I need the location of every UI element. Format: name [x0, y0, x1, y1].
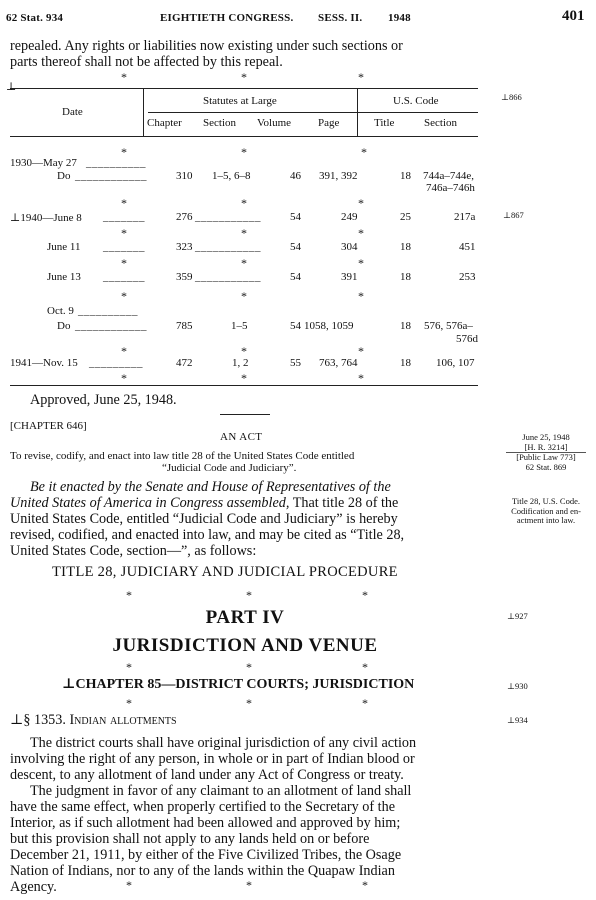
intro-line-1: repealed. Any rights or liabilities now existing under such sections or [10, 38, 403, 54]
table-cell: 304 [341, 241, 358, 253]
table-cell: 785 [176, 320, 193, 332]
table-cell: 18 [400, 241, 411, 253]
table-cell: 1058, 1059 [304, 320, 354, 332]
table-top-rule [10, 88, 478, 89]
table-cell: ⊥1940—June 8 [10, 212, 82, 224]
table-cell: 46 [290, 170, 301, 182]
table-cell: 1, 2 [232, 357, 249, 369]
table-mid-rule [148, 112, 478, 113]
table-cell: 18 [400, 357, 411, 369]
section-heading: ⊥§ 1353. Indian allotments [10, 712, 177, 728]
table-cell: 18 [400, 320, 411, 332]
table-cell: 763, 764 [319, 357, 358, 369]
table-cell: 54 [290, 241, 301, 253]
table-vrule-2 [357, 88, 358, 136]
table-cell: 391 [341, 271, 358, 283]
table-cell: June 13 [47, 271, 81, 283]
margin-enactment-info: June 25, 1948 [H. R. 3214] [Public Law 773] 62 Stat. 869 [496, 433, 596, 472]
header-congress: EIGHTIETH CONGRESS. [160, 12, 294, 24]
table-cell: 1941—Nov. 15 [10, 357, 78, 369]
page-number: 401 [562, 8, 585, 24]
margin-ref-866: ⊥866 [501, 92, 522, 102]
margin-ref-927: ⊥927 [507, 611, 528, 621]
title-28-heading: TITLE 28, JUDICIARY AND JUDICIAL PROCEDURE [52, 564, 398, 580]
table-cell: 25 [400, 211, 411, 223]
table-cell: 249 [341, 211, 358, 223]
enacting-line-2: United States of America in Congress assembled, That title 28 of the [10, 495, 399, 511]
table-cell: 106, 107 [436, 357, 475, 369]
table-cell: June 11 [47, 241, 81, 253]
table-cell: 576, 576a– [424, 320, 473, 332]
table-cell: 1930—May 27 [10, 157, 77, 169]
table-cell: 276 [176, 211, 193, 223]
table-cell: 746a–746h [426, 182, 475, 194]
table-cell: 54 [290, 211, 301, 223]
table-cell: 472 [176, 357, 193, 369]
chapter-85-heading: ⊥CHAPTER 85—DISTRICT COURTS; JURISDICTION [62, 677, 415, 692]
enacting-line-3: United States Code, entitled “Judicial Code and Judiciary” is hereby [10, 511, 398, 527]
header-stat-ref: 62 Stat. 934 [6, 12, 64, 24]
act-title: AN ACT [220, 431, 263, 443]
paragraph-1: The district courts shall have original jurisdiction of any civil action involving the right of any person, in whole or in part of Indian blood or descent, to any allotment of land under any Act of Congress or treaty. [10, 735, 417, 783]
table-cell: 18 [400, 271, 411, 283]
part-heading: PART IV [205, 607, 285, 628]
table-cell: 451 [459, 241, 476, 253]
table-cell: Oct. 9 [47, 305, 74, 317]
act-description-1: To revise, codify, and enact into law title 28 of the United States Code entitled [10, 450, 355, 462]
enacting-line-5: United States Code, section—”, as follows: [10, 543, 257, 559]
ref-mark: ⊥ [6, 81, 17, 93]
table-cell: 391, 392 [319, 170, 358, 182]
table-cell: Do [57, 320, 71, 332]
act-description-2: “Judicial Code and Judiciary”. [162, 462, 297, 474]
table-cell: 359 [176, 271, 193, 283]
table-cell: 576d [456, 333, 478, 345]
table-cell: 1–5, 6–8 [212, 170, 251, 182]
paragraph-2: The judgment in favor of any claimant to an allotment of land shall have the same effect, when properly certified to the Secretary of the Interior, as if such allotment had been allowed and approved by him; but this provision shall not apply to any lands held on or before December 21, 1911, by either of the Five Civilized Tribes, the Osage Nation of Indians, nor to any of the lands within the Quapaw Indian Agency. [10, 783, 412, 895]
table-cell: 54 [290, 320, 301, 332]
table-cell: 323 [176, 241, 193, 253]
table-cell: 310 [176, 170, 193, 182]
header-session: SESS. II. [318, 12, 363, 24]
margin-ref-930: ⊥930 [507, 681, 528, 691]
margin-ref-867: ⊥867 [503, 210, 524, 220]
table-head-rule [10, 136, 478, 137]
table-cell: 54 [290, 271, 301, 283]
intro-line-2: parts thereof shall not be affected by this repeal. [10, 54, 283, 70]
table-cell: 253 [459, 271, 476, 283]
table-cell: 1–5 [231, 320, 248, 332]
table-cell: 744a–744e, [423, 170, 475, 182]
table-cell: 18 [400, 170, 411, 182]
short-rule [220, 414, 270, 415]
enacting-line-1: Be it enacted by the Senate and House of Representatives of the [30, 479, 391, 495]
table-cell: 55 [290, 357, 301, 369]
header-year: 1948 [388, 12, 411, 24]
chapter-label: [CHAPTER 646] [10, 420, 87, 432]
table-cell: Do [57, 170, 71, 182]
table-cell: 217a [454, 211, 476, 223]
margin-ref-934: ⊥934 [507, 715, 528, 725]
margin-codification-note: Title 28, U.S. Code. Codification and en- actment into law. [511, 496, 581, 525]
table-vrule-1 [143, 88, 144, 136]
part-title: JURISDICTION AND VENUE [112, 635, 378, 656]
approved-line: Approved, June 25, 1948. [30, 392, 177, 408]
enacting-line-4: revised, codified, and enacted into law, and may be cited as “Title 28, [10, 527, 405, 543]
